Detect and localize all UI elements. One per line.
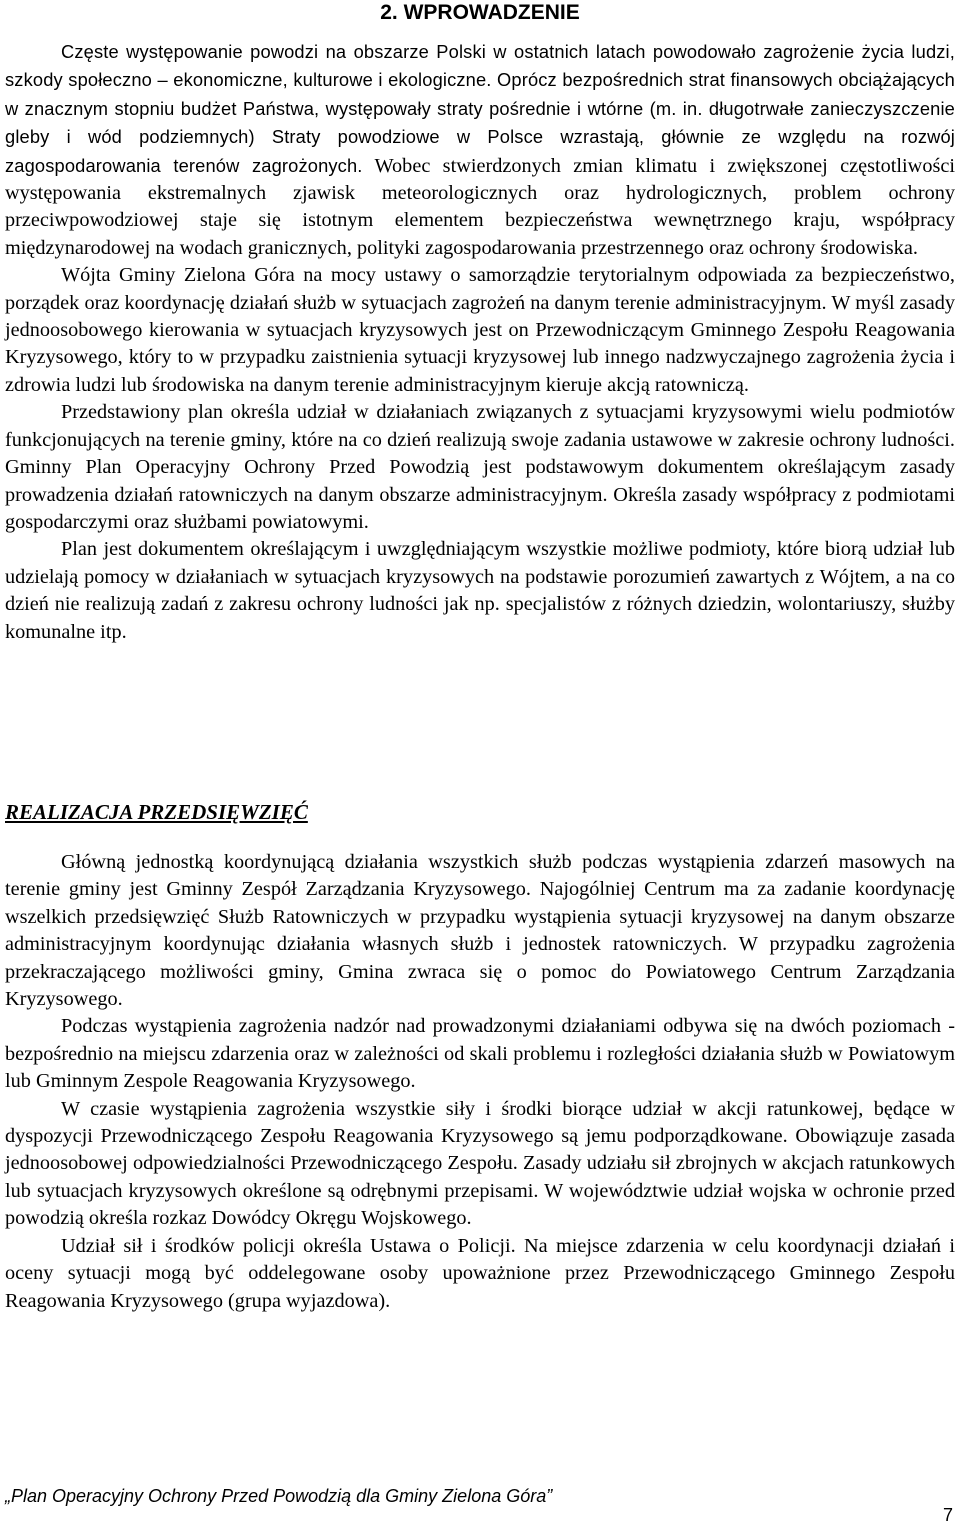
realizacja-paragraph-1: Główną jednostką koordynującą działania wszystkich służb podczas wystąpienia zdarzeń masowych na terenie gminy jest Gminny Zespół Zarządzania Kryzysowego. Najogólniej Centrum ma za zadanie koordynację wszelkich przedsięwzięć Służb Ratowniczych w przypadku wystąpienia sytuacji kryzysowej na danym obszarze administracyjnym koordynując działania własnych służb i jednostek ratowniczych. W przypadku zagrożenia przekraczającego możliwości gminy, Gmina zwraca się o pomoc do Powiatowego Centrum Zarządzania Kryzysowego. xyxy=(5,851,955,1011)
intro-paragraph-2: Wójta Gminy Zielona Góra na mocy ustawy o samorządzie terytorialnym odpowiada za bezpieczeństwo, porządek oraz koordynację działań służb w sytuacjach zagrożeń na danym terenie administracyjnym. W myśl zasady jednoosobowego kierowania w sytuacjach kryzysowych jest on Przewodniczącym Gminnego Zespołu Reagowania Kryzysowego, który to w przypadku zaistnienia sytuacji kryzysowej lub innego nadzwyczajnego zagrożenia życia i zdrowia ludzi lub środowiska na danym terenie administracyjnym kieruje akcją ratowniczą. xyxy=(5,264,955,396)
realizacja-heading: REALIZACJA PRZEDSIĘWZIĘĆ xyxy=(5,800,308,824)
page-number: 7 xyxy=(942,1505,953,1525)
intro-paragraph-1-serif: Wobec stwierdzonych zmian klimatu i zwiększonej częstotliwości występowania ekstremalnych zjawisk meteorologicznych oraz hydrologicznych, problem ochrony przeciwpowodziowej staje się istotnym elementem bezpieczeństwa wewnętrznego kraju, współpracy międzynarodowej na wodach granicznych, polityki zagospodarowania przestrzennego oraz ochrony środowiska. xyxy=(5,154,955,259)
intro-paragraph-1-sans: Częste występowanie powodzi na obszarze Polski w ostatnich latach powodowało zagrożenie życia ludzi, szkody społeczno – ekonomiczne, kulturowe i ekologiczne. Oprócz bezpośrednich strat finansowych obciążających w znacznym stopniu budżet Państwa, występowały straty pośrednie i wtórne (m. in. długotrwałe zanieczyszczenie gleby i wód podziemnych) Straty powodziowe w Polsce wzrastają, głównie ze względu na rozwój zagospodarowania terenów zagrożonych. xyxy=(5,41,955,176)
intro-paragraph-1 xyxy=(5,38,955,262)
document-page xyxy=(5,0,955,1525)
intro-section xyxy=(5,38,955,646)
intro-paragraph-3: Przedstawiony plan określa udział w działaniach związanych z sytuacjami kryzysowymi wielu podmiotów funkcjonujących na terenie gminy, które na co dzień realizują swoje zadania ustawowe w zakresie ochrony ludności. Gminny Plan Operacyjny Ochrony Przed Powodzią jest podstawowym dokumentem określającym zasady prowadzenia działań ratowniczych na danym obszarze administracyjnym. Określa zasady współpracy z podmiotami gospodarczymi oraz służbami powiatowymi. xyxy=(5,401,955,533)
section-heading: 2. WPROWADZENIE xyxy=(380,1,580,24)
realizacja-paragraph-2: Podczas wystąpienia zagrożenia nadzór nad prowadzonymi działaniami odbywa się na dwóch poziomach - bezpośrednio na miejscu zdarzenia oraz w zależności od skali problemu i rozległości działania służb w Powiatowym lub Gminnym Zespole Reagowania Kryzysowego. xyxy=(5,1015,955,1093)
footer-document-title: „Plan Operacyjny Ochrony Przed Powodzią dla Gminy Zielona Góra” xyxy=(5,1486,553,1506)
realizacja-paragraph-3: W czasie wystąpienia zagrożenia wszystkie siły i środki biorące udział w akcji ratunkowej, będące w dyspozycji Przewodniczącego Zespołu Reagowania Kryzysowego są jemu podporządkowane. Obowiązuje zasada jednoosobowej odpowiedzialności Przewodniczącego Zespołu. Zasady udziału sił zbrojnych w akcjach ratunkowych lub sytuacjach kryzysowych określone są odrębnymi przepisami. W województwie udział wojska w ochronie przed powodzią określa rozkaz Dowódcy Okręgu Wojskowego. xyxy=(5,1097,955,1230)
realizacja-section xyxy=(5,849,955,1315)
intro-paragraph-4: Plan jest dokumentem określającym i uwzględniającym wszystkie możliwe podmioty, które biorą udział lub udzielają pomocy w działaniach w sytuacjach kryzysowych na podstawie porozumień zawartych z Wójtem, a na co dzień nie realizują zadań z zakresu ochrony ludności jak np. specjalistów z różnych dziedzin, wolontariuszy, służby komunalne itp. xyxy=(5,538,955,643)
realizacja-paragraph-4: Udział sił i środków policji określa Ustawa o Policji. Na miejsce zdarzenia w celu koordynacji działań i oceny sytuacji mogą być oddelegowane osoby upoważnione przez Przewodniczącego Gminnego Zespołu Reagowania Kryzysowego (grupa wyjazdowa). xyxy=(5,1234,955,1312)
